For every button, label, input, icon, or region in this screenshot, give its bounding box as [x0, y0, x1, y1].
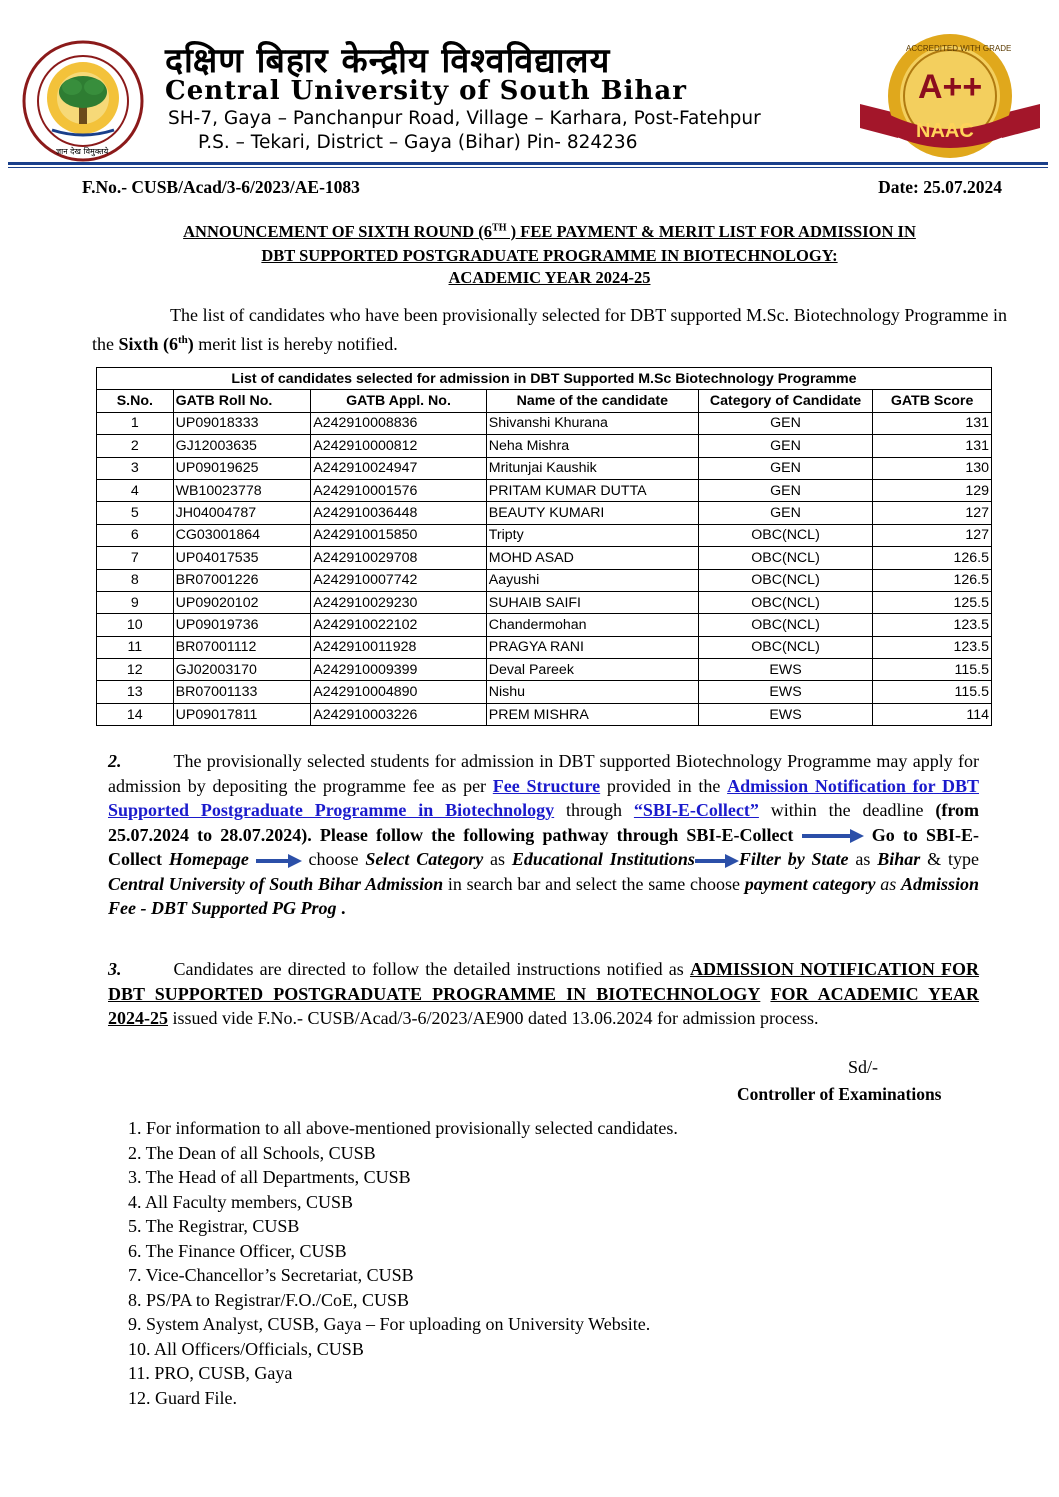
intro-paragraph: The list of candidates who have been provisionally selected for DBT supported M.Sc. Biotechnology Programme in the Sixth (6th) merit list is hereby notified. — [92, 305, 1007, 354]
table-cell: OBC(NCL) — [698, 547, 872, 569]
table-cell: BR07001133 — [173, 681, 311, 703]
table-cell: A242910003226 — [311, 703, 486, 725]
header-rule — [8, 162, 1048, 165]
table-row — [97, 479, 992, 501]
table-cell: A242910011928 — [311, 636, 486, 658]
naac-ring-text: ACCREDITED WITH GRADE — [906, 44, 1012, 53]
table-cell: OBC(NCL) — [698, 614, 872, 636]
table-cell: CG03001864 — [173, 524, 311, 546]
paragraph-3: 3. Candidates are directed to follow the detailed instructions notified as ADMISSION NOTIFICATION FOR DBT SUPPORTED POSTGRADUATE PROGRAMME IN BIOTECHNOLOGY FOR ACADEMIC YEAR 2024-25 issued vide F.No.- CUSB/Acad/3-6/2023/AE900 dated 13.06.2024 for admission process. — [108, 959, 980, 1028]
table-cell: 126.5 — [873, 569, 992, 591]
table-cell: 115.5 — [873, 681, 992, 703]
distribution-item: 4. All Faculty members, CUSB — [128, 1191, 353, 1212]
table-cell: 123.5 — [873, 614, 992, 636]
table-cell: 131 — [873, 412, 992, 434]
table-cell: 131 — [873, 435, 992, 457]
table-row — [97, 524, 992, 546]
table-cell: UP04017535 — [173, 547, 311, 569]
arrow-right-icon — [802, 829, 864, 843]
table-cell: PRITAM KUMAR DUTTA — [486, 479, 698, 501]
table-cell: EWS — [698, 703, 872, 725]
table-header-cell: GATB Roll No. — [173, 390, 311, 412]
table-row — [97, 435, 992, 457]
table-cell: 8 — [97, 569, 174, 591]
table-cell: BR07001226 — [173, 569, 311, 591]
table-cell: 10 — [97, 614, 174, 636]
table-cell: BR07001112 — [173, 636, 311, 658]
signature-sd: Sd/- — [848, 1057, 879, 1077]
file-number: F.No.- CUSB/Acad/3-6/2023/AE-1083 — [82, 177, 360, 197]
distribution-item: 1. For information to all above-mentioned provisionally selected candidates. — [128, 1118, 678, 1138]
table-cell: 5 — [97, 502, 174, 524]
table-cell: A242910001576 — [311, 479, 486, 501]
table-row — [97, 457, 992, 479]
arrow-right-icon — [256, 854, 302, 868]
distribution-item: 11. PRO, CUSB, Gaya — [128, 1363, 293, 1383]
table-header-cell: GATB Appl. No. — [311, 390, 486, 412]
merit-list-table — [96, 367, 992, 726]
signatory-designation: Controller of Examinations — [737, 1084, 942, 1104]
table-cell: 9 — [97, 591, 174, 613]
distribution-item: 2. The Dean of all Schools, CUSB — [128, 1142, 376, 1163]
table-cell: 1 — [97, 412, 174, 434]
table-cell: MOHD ASAD — [486, 547, 698, 569]
table-cell: GJ02003170 — [173, 659, 311, 681]
table-cell: GEN — [698, 412, 872, 434]
table-cell: 114 — [873, 703, 992, 725]
table-cell: Shivanshi Khurana — [486, 412, 698, 434]
naac-badge — [860, 26, 1040, 166]
table-row — [97, 569, 992, 591]
distribution-item: 6. The Finance Officer, CUSB — [128, 1240, 347, 1261]
university-name-hindi: दक्षिण बिहार केन्द्रीय विश्वविद्यालय — [165, 41, 611, 81]
table-cell: OBC(NCL) — [698, 636, 872, 658]
table-cell: OBC(NCL) — [698, 591, 872, 613]
table-cell: UP09019625 — [173, 457, 311, 479]
distribution-list — [128, 1116, 678, 1410]
distribution-item: 8. PS/PA to Registrar/F.O./CoE, CUSB — [128, 1289, 409, 1310]
table-cell: Mritunjai Kaushik — [486, 457, 698, 479]
address-line-2: P.S. – Tekari, District – Gaya (Bihar) Pin- 824236 — [198, 132, 638, 153]
document-date: Date: 25.07.2024 — [878, 177, 1002, 197]
table-cell: Neha Mishra — [486, 435, 698, 457]
table-cell: UP09017811 — [173, 703, 311, 725]
table-cell: A242910036448 — [311, 502, 486, 524]
table-cell: GJ12003635 — [173, 435, 311, 457]
table-row — [97, 547, 992, 569]
table-cell: GEN — [698, 457, 872, 479]
table-cell: PREM MISHRA — [486, 703, 698, 725]
table-cell: 127 — [873, 524, 992, 546]
table-cell: EWS — [698, 659, 872, 681]
table-row — [97, 614, 992, 636]
table-caption: List of candidates selected for admission in DBT Supported M.Sc Biotechnology Programme — [97, 368, 992, 390]
naac-grade: A++ — [918, 68, 983, 106]
table-row — [97, 681, 992, 703]
table-cell: 125.5 — [873, 591, 992, 613]
table-cell: UP09018333 — [173, 412, 311, 434]
table-cell: 14 — [97, 703, 174, 725]
distribution-item: 9. System Analyst, CUSB, Gaya – For uploading on University Website. — [128, 1314, 651, 1334]
table-cell: JH04004787 — [173, 502, 311, 524]
table-cell: A242910015850 — [311, 524, 486, 546]
logo-motto: ज्ञान देख विमुक्तये — [56, 147, 109, 156]
distribution-item: 3. The Head of all Departments, CUSB — [128, 1167, 411, 1187]
table-row — [97, 636, 992, 658]
table-cell: 4 — [97, 479, 174, 501]
table-cell: 3 — [97, 457, 174, 479]
table-row — [97, 703, 992, 725]
table-cell: 126.5 — [873, 547, 992, 569]
table-header-row — [97, 390, 992, 412]
table-cell: 115.5 — [873, 659, 992, 681]
table-row — [97, 412, 992, 434]
table-cell: A242910024947 — [311, 457, 486, 479]
table-header-cell: S.No. — [97, 390, 174, 412]
table-cell: Tripty — [486, 524, 698, 546]
table-cell: Nishu — [486, 681, 698, 703]
table-header-cell: Category of Candidate — [698, 390, 872, 412]
table-cell: PRAGYA RANI — [486, 636, 698, 658]
table-cell: 129 — [873, 479, 992, 501]
table-cell: BEAUTY KUMARI — [486, 502, 698, 524]
table-cell: 7 — [97, 547, 174, 569]
admission-notification-link[interactable]: Admission Notification for DBT Supported Postgraduate Programme in Biotechnology — [108, 775, 979, 820]
table-cell: A242910008836 — [311, 412, 486, 434]
table-cell: Chandermohan — [486, 614, 698, 636]
paragraph-2: 2. The provisionally selected students for admission in DBT supported Biotechnology Programme may apply for admission by depositing the programme fee as per Fee Structure provided in the Admission Notification for DBT Supported Postgraduate Programme in Biotechnology through “SBI-E-Collect” within the deadline (from 25.07.2024 to 28.07.2024). Please follow the following pathway through SBI-E-Collect Go to SBI-E- Collect Homepage choose Select Category as Educational Institutions Filter by State as Bihar & type Central University of South Bihar Admission in search bar and select the same choose payment category as Admission Fee - DBT Supported PG Prog . — [108, 751, 980, 918]
table-cell: A242910004890 — [311, 681, 486, 703]
distribution-item: 10. All Officers/Officials, CUSB — [128, 1338, 364, 1359]
table-cell: A242910000812 — [311, 435, 486, 457]
table-cell: 11 — [97, 636, 174, 658]
table-cell: GEN — [698, 435, 872, 457]
table-cell: A242910029230 — [311, 591, 486, 613]
table-cell: UP09019736 — [173, 614, 311, 636]
arrow-right-icon — [695, 854, 739, 868]
table-cell: EWS — [698, 681, 872, 703]
table-header-cell: Name of the candidate — [486, 390, 698, 412]
table-cell: OBC(NCL) — [698, 569, 872, 591]
university-logo — [22, 40, 144, 162]
distribution-item: 7. Vice-Chancellor’s Secretariat, CUSB — [128, 1265, 414, 1285]
table-cell: Deval Pareek — [486, 659, 698, 681]
table-cell: Aayushi — [486, 569, 698, 591]
table-cell: GEN — [698, 479, 872, 501]
table-cell: SUHAIB SAIFI — [486, 591, 698, 613]
table-row — [97, 502, 992, 524]
address-line-1: SH-7, Gaya – Panchanpur Road, Village – Karhara, Post-Fatehpur — [168, 108, 761, 129]
table-cell: GEN — [698, 502, 872, 524]
table-cell: 12 — [97, 659, 174, 681]
announcement-heading-line2: DBT SUPPORTED POSTGRADUATE PROGRAMME IN BIOTECHNOLOGY: — [261, 246, 838, 265]
table-cell: WB10023778 — [173, 479, 311, 501]
table-cell: A242910022102 — [311, 614, 486, 636]
table-cell: A242910009399 — [311, 659, 486, 681]
table-cell: 123.5 — [873, 636, 992, 658]
university-name-english: Central University of South Bihar — [165, 76, 687, 106]
table-cell: 13 — [97, 681, 174, 703]
table-cell: 2 — [97, 435, 174, 457]
naac-label: NAAC — [916, 120, 974, 142]
distribution-item: 5. The Registrar, CUSB — [128, 1216, 300, 1236]
table-cell: A242910029708 — [311, 547, 486, 569]
table-cell: A242910007742 — [311, 569, 486, 591]
fee-structure-link[interactable]: Fee Structure — [492, 775, 601, 796]
table-header-cell: GATB Score — [873, 390, 992, 412]
table-cell: 130 — [873, 457, 992, 479]
table-cell: 127 — [873, 502, 992, 524]
table-cell: UP09020102 — [173, 591, 311, 613]
distribution-item: 12. Guard File. — [128, 1387, 237, 1408]
header-rule-thin — [8, 167, 1048, 168]
sbi-e-collect-link[interactable]: “SBI-E-Collect” — [633, 800, 759, 820]
table-cell: OBC(NCL) — [698, 524, 872, 546]
announcement-heading-line3: ACADEMIC YEAR 2024-25 — [448, 268, 651, 287]
table-row — [97, 591, 992, 613]
table-row — [97, 659, 992, 681]
table-cell: 6 — [97, 524, 174, 546]
announcement-heading-line1: ANNOUNCEMENT OF SIXTH ROUND (6TH ) FEE PAYMENT & MERIT LIST FOR ADMISSION IN — [183, 222, 916, 241]
